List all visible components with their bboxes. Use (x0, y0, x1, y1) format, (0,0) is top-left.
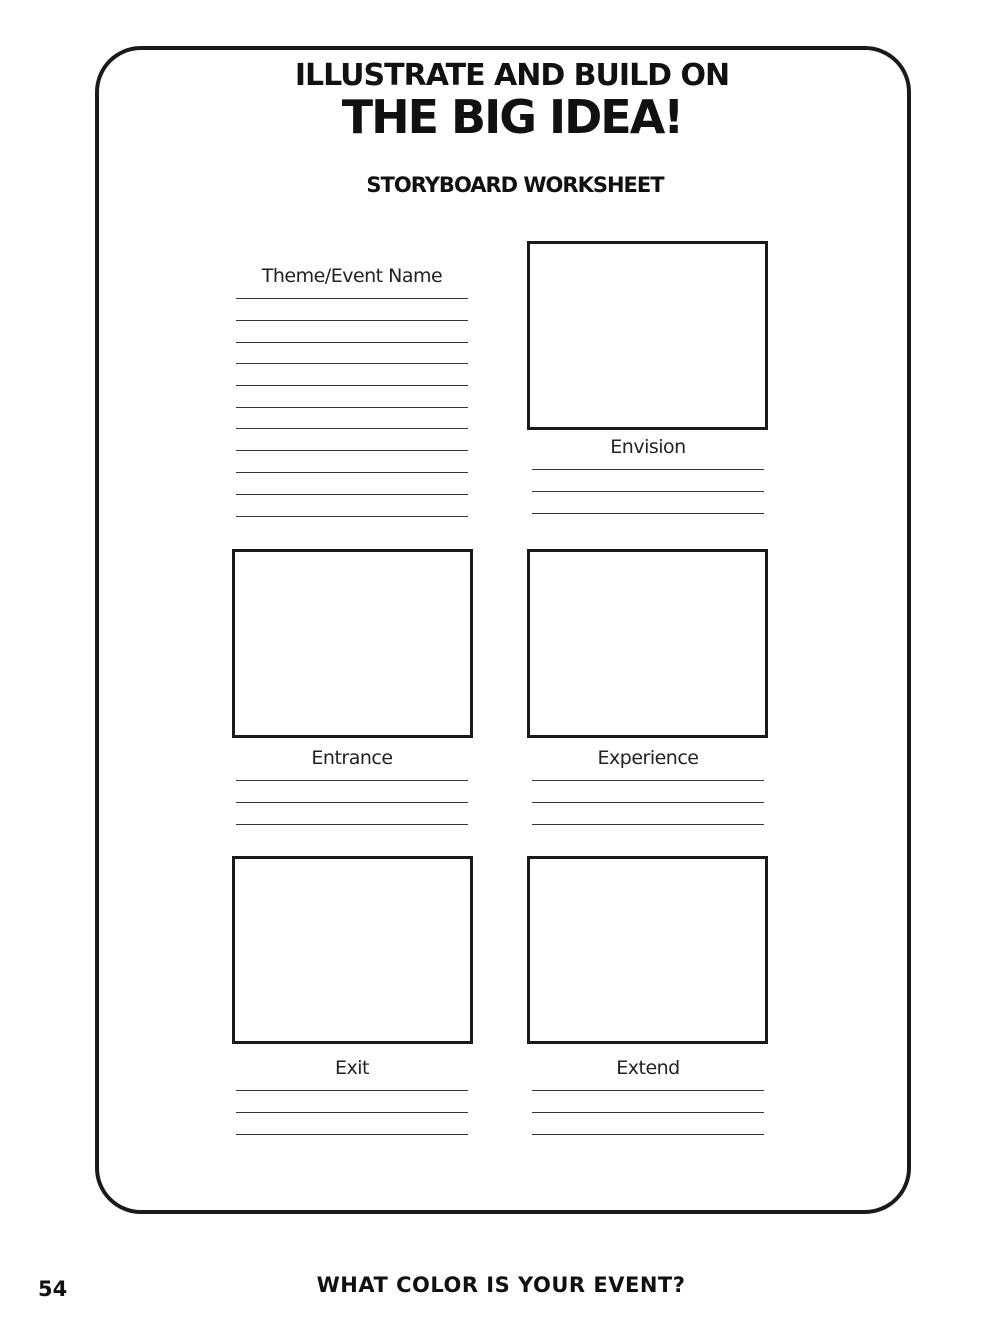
exit-label: Exit (335, 1057, 369, 1079)
theme-line-3[interactable] (236, 342, 468, 343)
extend-line-3[interactable] (532, 1134, 764, 1135)
theme-line-6[interactable] (236, 407, 468, 408)
extend-sketch-box[interactable] (527, 856, 768, 1044)
envision-label: Envision (610, 436, 686, 458)
experience-sketch-box[interactable] (527, 549, 768, 738)
exit-sketch-box[interactable] (232, 856, 473, 1044)
theme-line-9[interactable] (236, 472, 468, 473)
heading-line-1: ILLUSTRATE AND BUILD ON (294, 58, 730, 93)
envision-line-3[interactable] (532, 513, 764, 514)
page-border (95, 46, 911, 1214)
theme-line-10[interactable] (236, 494, 468, 495)
entrance-line-3[interactable] (236, 824, 468, 825)
theme-line-8[interactable] (236, 450, 468, 451)
entrance-line-2[interactable] (236, 802, 468, 803)
envision-sketch-box[interactable] (527, 241, 768, 430)
envision-line-2[interactable] (532, 491, 764, 492)
experience-label: Experience (597, 747, 699, 769)
experience-line-2[interactable] (532, 802, 764, 803)
theme-line-11[interactable] (236, 516, 468, 517)
exit-line-3[interactable] (236, 1134, 468, 1135)
theme-line-4[interactable] (236, 363, 468, 364)
worksheet-subtitle: STORYBOARD WORKSHEET (366, 173, 664, 197)
experience-line-1[interactable] (532, 780, 764, 781)
envision-line-1[interactable] (532, 469, 764, 470)
entrance-label: Entrance (311, 747, 393, 769)
book-title-footer: WHAT COLOR IS YOUR EVENT? (316, 1273, 686, 1297)
extend-line-1[interactable] (532, 1090, 764, 1091)
exit-line-2[interactable] (236, 1112, 468, 1113)
theme-line-5[interactable] (236, 385, 468, 386)
theme-event-name-label: Theme/Event Name (261, 265, 443, 287)
extend-label: Extend (616, 1057, 680, 1079)
extend-line-2[interactable] (532, 1112, 764, 1113)
theme-line-2[interactable] (236, 320, 468, 321)
theme-line-1[interactable] (236, 298, 468, 299)
entrance-sketch-box[interactable] (232, 549, 473, 738)
page-number: 54 (38, 1277, 68, 1301)
heading-line-2: THE BIG IDEA! (341, 90, 683, 144)
exit-line-1[interactable] (236, 1090, 468, 1091)
theme-line-7[interactable] (236, 428, 468, 429)
experience-line-3[interactable] (532, 824, 764, 825)
entrance-line-1[interactable] (236, 780, 468, 781)
